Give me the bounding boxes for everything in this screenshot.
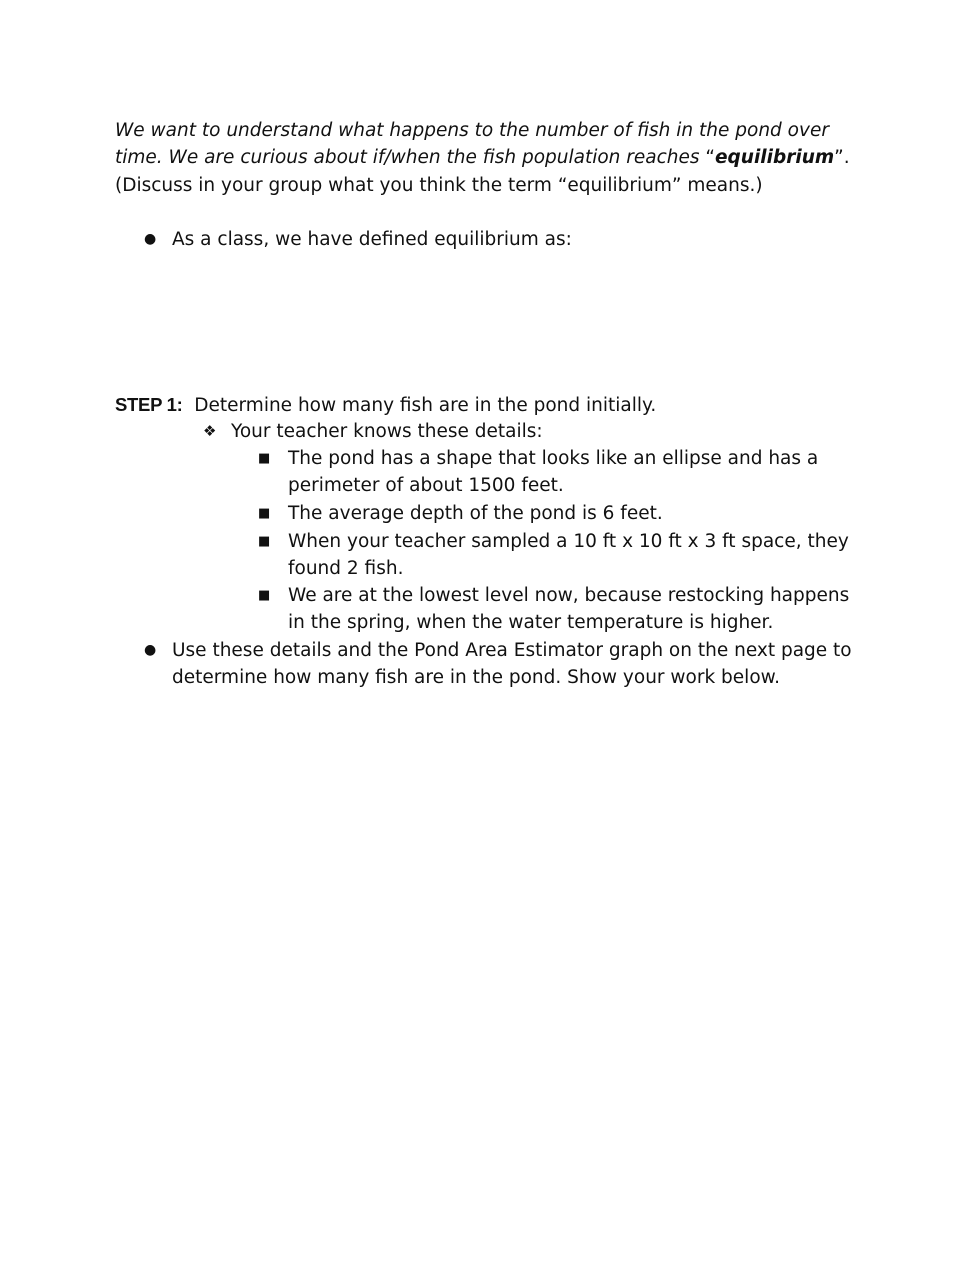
class-definition-text: As a class, we have defined equilibrium as:: [172, 229, 572, 250]
close-quote: ”.: [834, 147, 850, 169]
teacher-details-intro: Your teacher knows these details:: [231, 421, 543, 442]
detail-item: [258, 582, 863, 637]
detail-item: [258, 445, 863, 500]
intro-paragraph: [115, 117, 875, 199]
square-bullet-icon: ■: [258, 588, 271, 603]
instruction-text: Use these details and the Pond Area Estimator graph on the next page to determine how many fish are in the pond. Show your work below.: [172, 640, 852, 689]
discussion-prompt: (Discuss in your group what you think the term “equilibrium” means.): [115, 174, 763, 196]
detail-text: The pond has a shape that looks like an ellipse and has a perimeter of about 1500 feet.: [288, 448, 819, 497]
step-1-label: STEP 1:: [115, 394, 183, 415]
intro-text: We want to understand what happens to the number of fish in the pond over time. We are curious about if/when the fish population reaches: [115, 120, 829, 169]
detail-text: When your teacher sampled a 10 ft x 10 ft x 3 ft space, they found 2 fish.: [288, 531, 849, 580]
bullet-dot-icon: ●: [144, 642, 157, 658]
square-bullet-icon: ■: [258, 506, 271, 521]
teacher-details-item: [203, 418, 863, 445]
open-quote: “: [705, 147, 715, 169]
class-definition-item: [144, 226, 864, 253]
step-1-heading: [115, 391, 875, 419]
detail-item: [258, 500, 863, 527]
square-bullet-icon: ■: [258, 534, 271, 549]
equilibrium-term: equilibrium: [715, 147, 835, 169]
detail-text: The average depth of the pond is 6 feet.: [288, 503, 663, 524]
instruction-item: [144, 637, 864, 692]
bullet-dot-icon: ●: [144, 231, 157, 247]
step-1-title: Determine how many fish are in the pond initially.: [194, 395, 657, 416]
detail-text: We are at the lowest level now, because restocking happens in the spring, when the water temperature is higher.: [288, 585, 850, 634]
square-bullet-icon: ■: [258, 451, 271, 466]
detail-item: [258, 528, 863, 583]
diamond-bullet-icon: ❖: [203, 422, 217, 440]
